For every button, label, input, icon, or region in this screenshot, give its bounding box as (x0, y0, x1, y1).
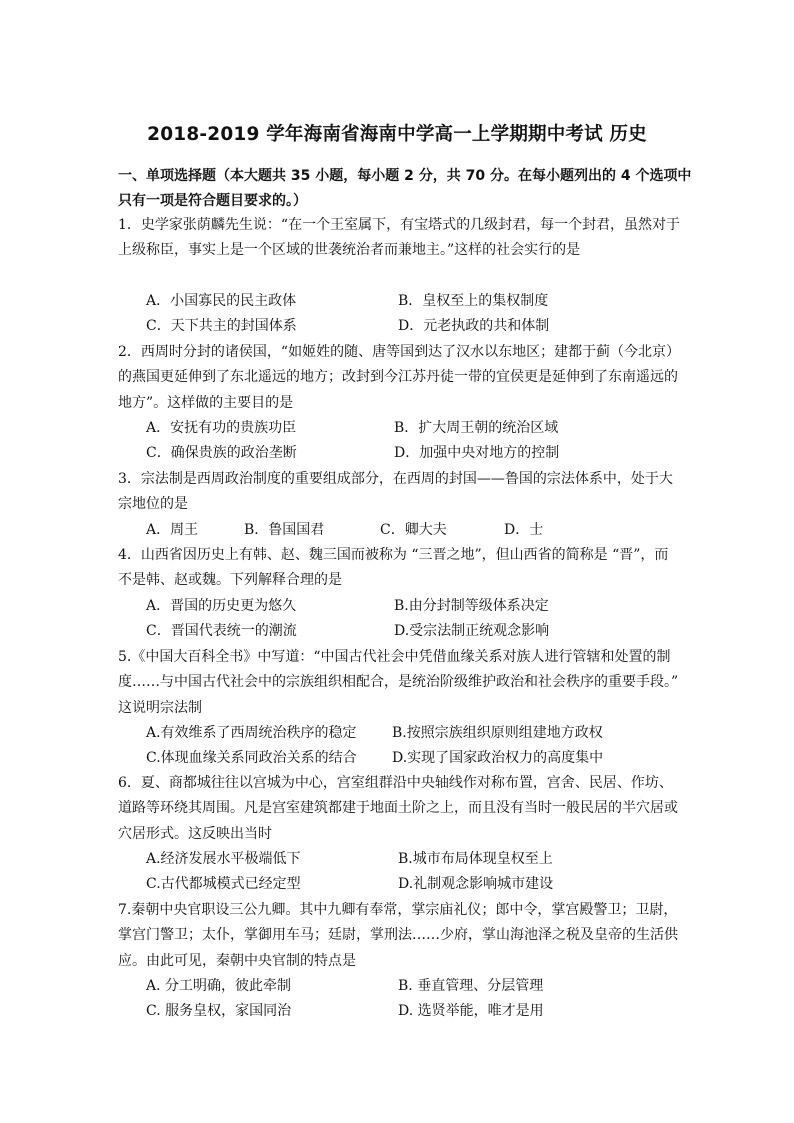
option-d: D.礼制观念影响城市建设 (398, 876, 554, 893)
question-5 (118, 645, 688, 771)
section-line: 一、单项选择题（本大题共 35 小题，每小题 2 分，共 70 分。在每小题列出的 4 个选项中 (118, 168, 692, 184)
option-a: A. 分工明确，彼此牵制 (146, 977, 292, 994)
option-b: B.由分封制等级体系决定 (394, 597, 549, 614)
option-d: D．加强中央对地方的控制 (394, 445, 560, 462)
option-d: D. 选贤举能，唯才是用 (398, 1003, 544, 1020)
option-c: C.体现血缘关系同政治关系的结合 (146, 750, 357, 767)
options-row (118, 872, 688, 897)
question-stem-line: 2．西周时分封的诸侯国，“如姬姓的随、唐等国到达了汉水以东地区；建都于蓟（今北京） (118, 344, 681, 360)
question-2 (118, 340, 688, 466)
options-row (118, 289, 688, 314)
option-b: B.城市布局体现皇权至上 (398, 850, 553, 867)
section-instructions (118, 164, 692, 215)
option-b: B．鲁国国君 (244, 521, 325, 538)
question-stem-line: 宗地位的是 (118, 496, 188, 513)
options-row (118, 441, 688, 466)
section-line: 只有一项是符合题目要求的。） (118, 193, 307, 210)
option-b: B．皇权至上的集权制度 (398, 292, 549, 309)
question-4 (118, 543, 688, 644)
option-a: A．安抚有功的贵族功臣 (146, 419, 297, 436)
options-row (118, 999, 688, 1024)
option-a: A．小国寡民的民主政体 (146, 292, 297, 309)
option-c: C.古代都城模式已经定型 (146, 876, 301, 893)
option-d: D．元老执政的共和体制 (398, 317, 550, 334)
options-row (118, 619, 688, 644)
question-3 (118, 467, 688, 543)
question-stem-line: 穴居形式。这反映出当时 (118, 825, 272, 842)
question-stem-line: 上级称臣，事实上是一个区域的世袭统治者而兼地主。”这样的社会实行的是 (118, 242, 581, 259)
question-stem-line: 这说明宗法制 (118, 699, 202, 716)
option-d: D.实现了国家政治权力的高度集中 (392, 750, 604, 767)
question-6 (118, 771, 688, 897)
options-row (118, 416, 688, 441)
option-a: A.经济发展水平极端低下 (146, 850, 301, 867)
question-stem-line: 道路等环绕其周围。凡是宫室建筑都建于地面土阶之上，而且没有当时一般民居的半穴居或 (118, 800, 678, 817)
options-row (118, 974, 688, 999)
question-stem-line: 7.秦朝中央官职设三公九卿。其中九卿有奉常，掌宗庙礼仪；郎中令，掌宫殿警卫；卫尉， (118, 902, 678, 918)
option-a: A．晋国的历史更为悠久 (146, 597, 297, 614)
question-stem-line: 5.《中国大百科全书》中写道：“中国古代社会中凭借血缘关系对族人进行管辖和处置的制 (118, 649, 671, 665)
question-stem-line: 度……与中国古代社会中的宗族组织相配合，是统治阶级维护政治和社会秩序的重要手段。” (118, 674, 679, 691)
question-stem-line: 4．山西省因历史上有韩、赵、魏三国而被称为 “三晋之地”，但山西省的简称是 “晋”，而 (118, 547, 669, 563)
option-d: D．士 (504, 521, 544, 538)
question-stem-line: 应。由此可见，秦朝中央官制的特点是 (118, 952, 356, 969)
question-stem-line: 3．宗法制是西周政治制度的重要组成部分，在西周的封国——鲁国的宗法体系中，处于大 (118, 471, 673, 487)
options-row (118, 594, 688, 619)
option-c: C．确保贵族的政治垄断 (146, 445, 297, 462)
question-stem-line: 的燕国更延伸到了东北遥远的地方；改封到今江苏丹徒一带的宜侯更是延伸到了东南遥远的 (118, 369, 678, 386)
options-row (118, 518, 688, 543)
question-stem-line: 地方”。这样做的主要目的是 (118, 394, 294, 411)
option-b: B. 垂直管理、分层管理 (398, 977, 544, 994)
question-1 (118, 213, 688, 339)
option-c: C．晋国代表统一的潮流 (146, 622, 297, 639)
question-stem-line: 掌宫门警卫；太仆，掌御用车马；廷尉，掌刑法……少府，掌山海池泽之税及皇帝的生活供 (118, 927, 678, 944)
option-c: C. 服务皇权，家国同治 (146, 1003, 292, 1020)
option-b: B.按照宗族组织原则组建地方政权 (392, 724, 603, 741)
option-c: C．天下共主的封国体系 (146, 317, 297, 334)
option-a: A．周王 (146, 521, 199, 538)
question-stem-line: 6．夏、商都城往往以宫城为中心，宫室组群沿中央轴线作对称布置，宫舍、民居、作坊、 (118, 775, 673, 791)
option-c: C．卿大夫 (380, 521, 447, 538)
question-stem-line: 不是韩、赵或魏。下列解释合理的是 (118, 572, 342, 589)
option-b: B．扩大周王朝的统治区域 (394, 419, 559, 436)
question-stem-line: 1．史学家张荫麟先生说：“在一个王室属下，有宝塔式的几级封君，每一个封君，虽然对于 (118, 217, 681, 233)
exam-title: 2018-2019 学年海南省海南中学高一上学期期中考试 历史 (147, 124, 647, 145)
question-7 (118, 898, 688, 1024)
option-a: A.有效维系了西周统治秩序的稳定 (146, 724, 357, 741)
options-row (118, 746, 688, 771)
option-d: D.受宗法制正统观念影响 (394, 622, 550, 639)
options-row (118, 721, 688, 746)
options-row (118, 847, 688, 872)
options-row (118, 314, 688, 339)
